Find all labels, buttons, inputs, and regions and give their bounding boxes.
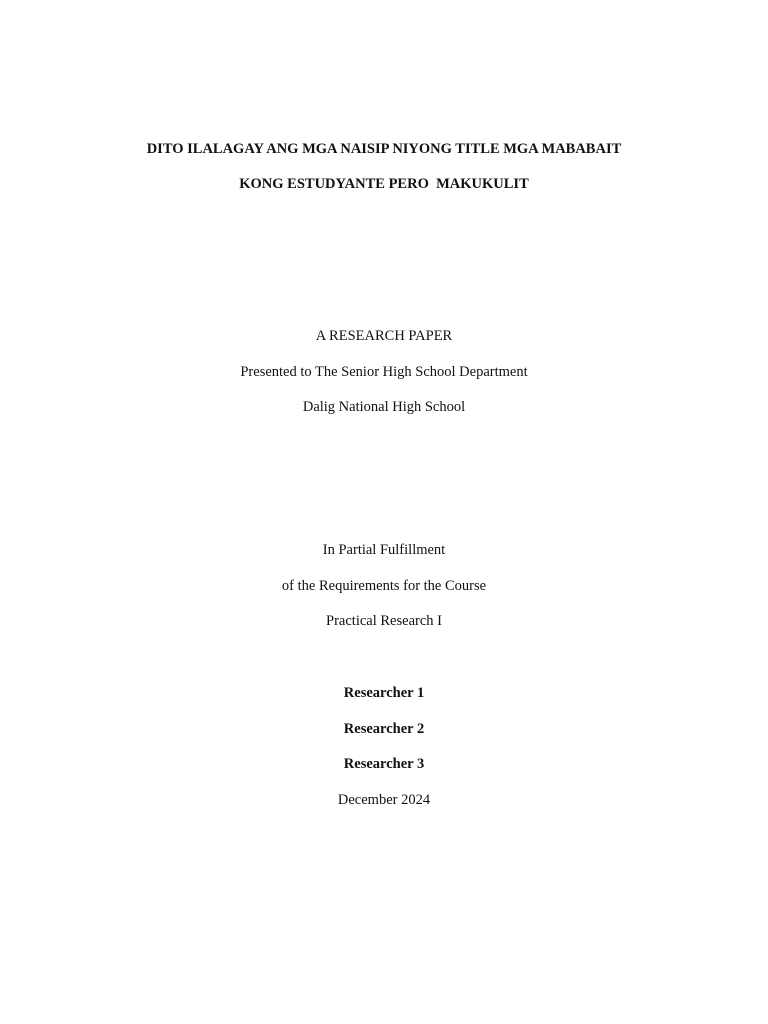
fulfillment-line-2: of the Requirements for the Course	[281, 578, 487, 594]
paper-type: A RESEARCH PAPER	[315, 328, 453, 344]
researcher-3: Researcher 3	[343, 756, 425, 772]
presented-to: Presented to The Senior High School Department	[240, 364, 528, 380]
course-name: Practical Research I	[326, 613, 442, 629]
school-name: Dalig National High School	[302, 399, 466, 415]
title-line-2: KONG ESTUDYANTE PERO MAKUKULIT	[239, 176, 529, 192]
submission-date: December 2024	[337, 792, 431, 808]
researcher-2: Researcher 2	[343, 721, 425, 737]
researcher-1: Researcher 1	[343, 685, 425, 701]
fulfillment-line-1: In Partial Fulfillment	[322, 542, 446, 558]
title-line-1: DITO ILALAGAY ANG MGA NAISIP NIYONG TITLE MGA MABABAIT	[146, 141, 622, 157]
